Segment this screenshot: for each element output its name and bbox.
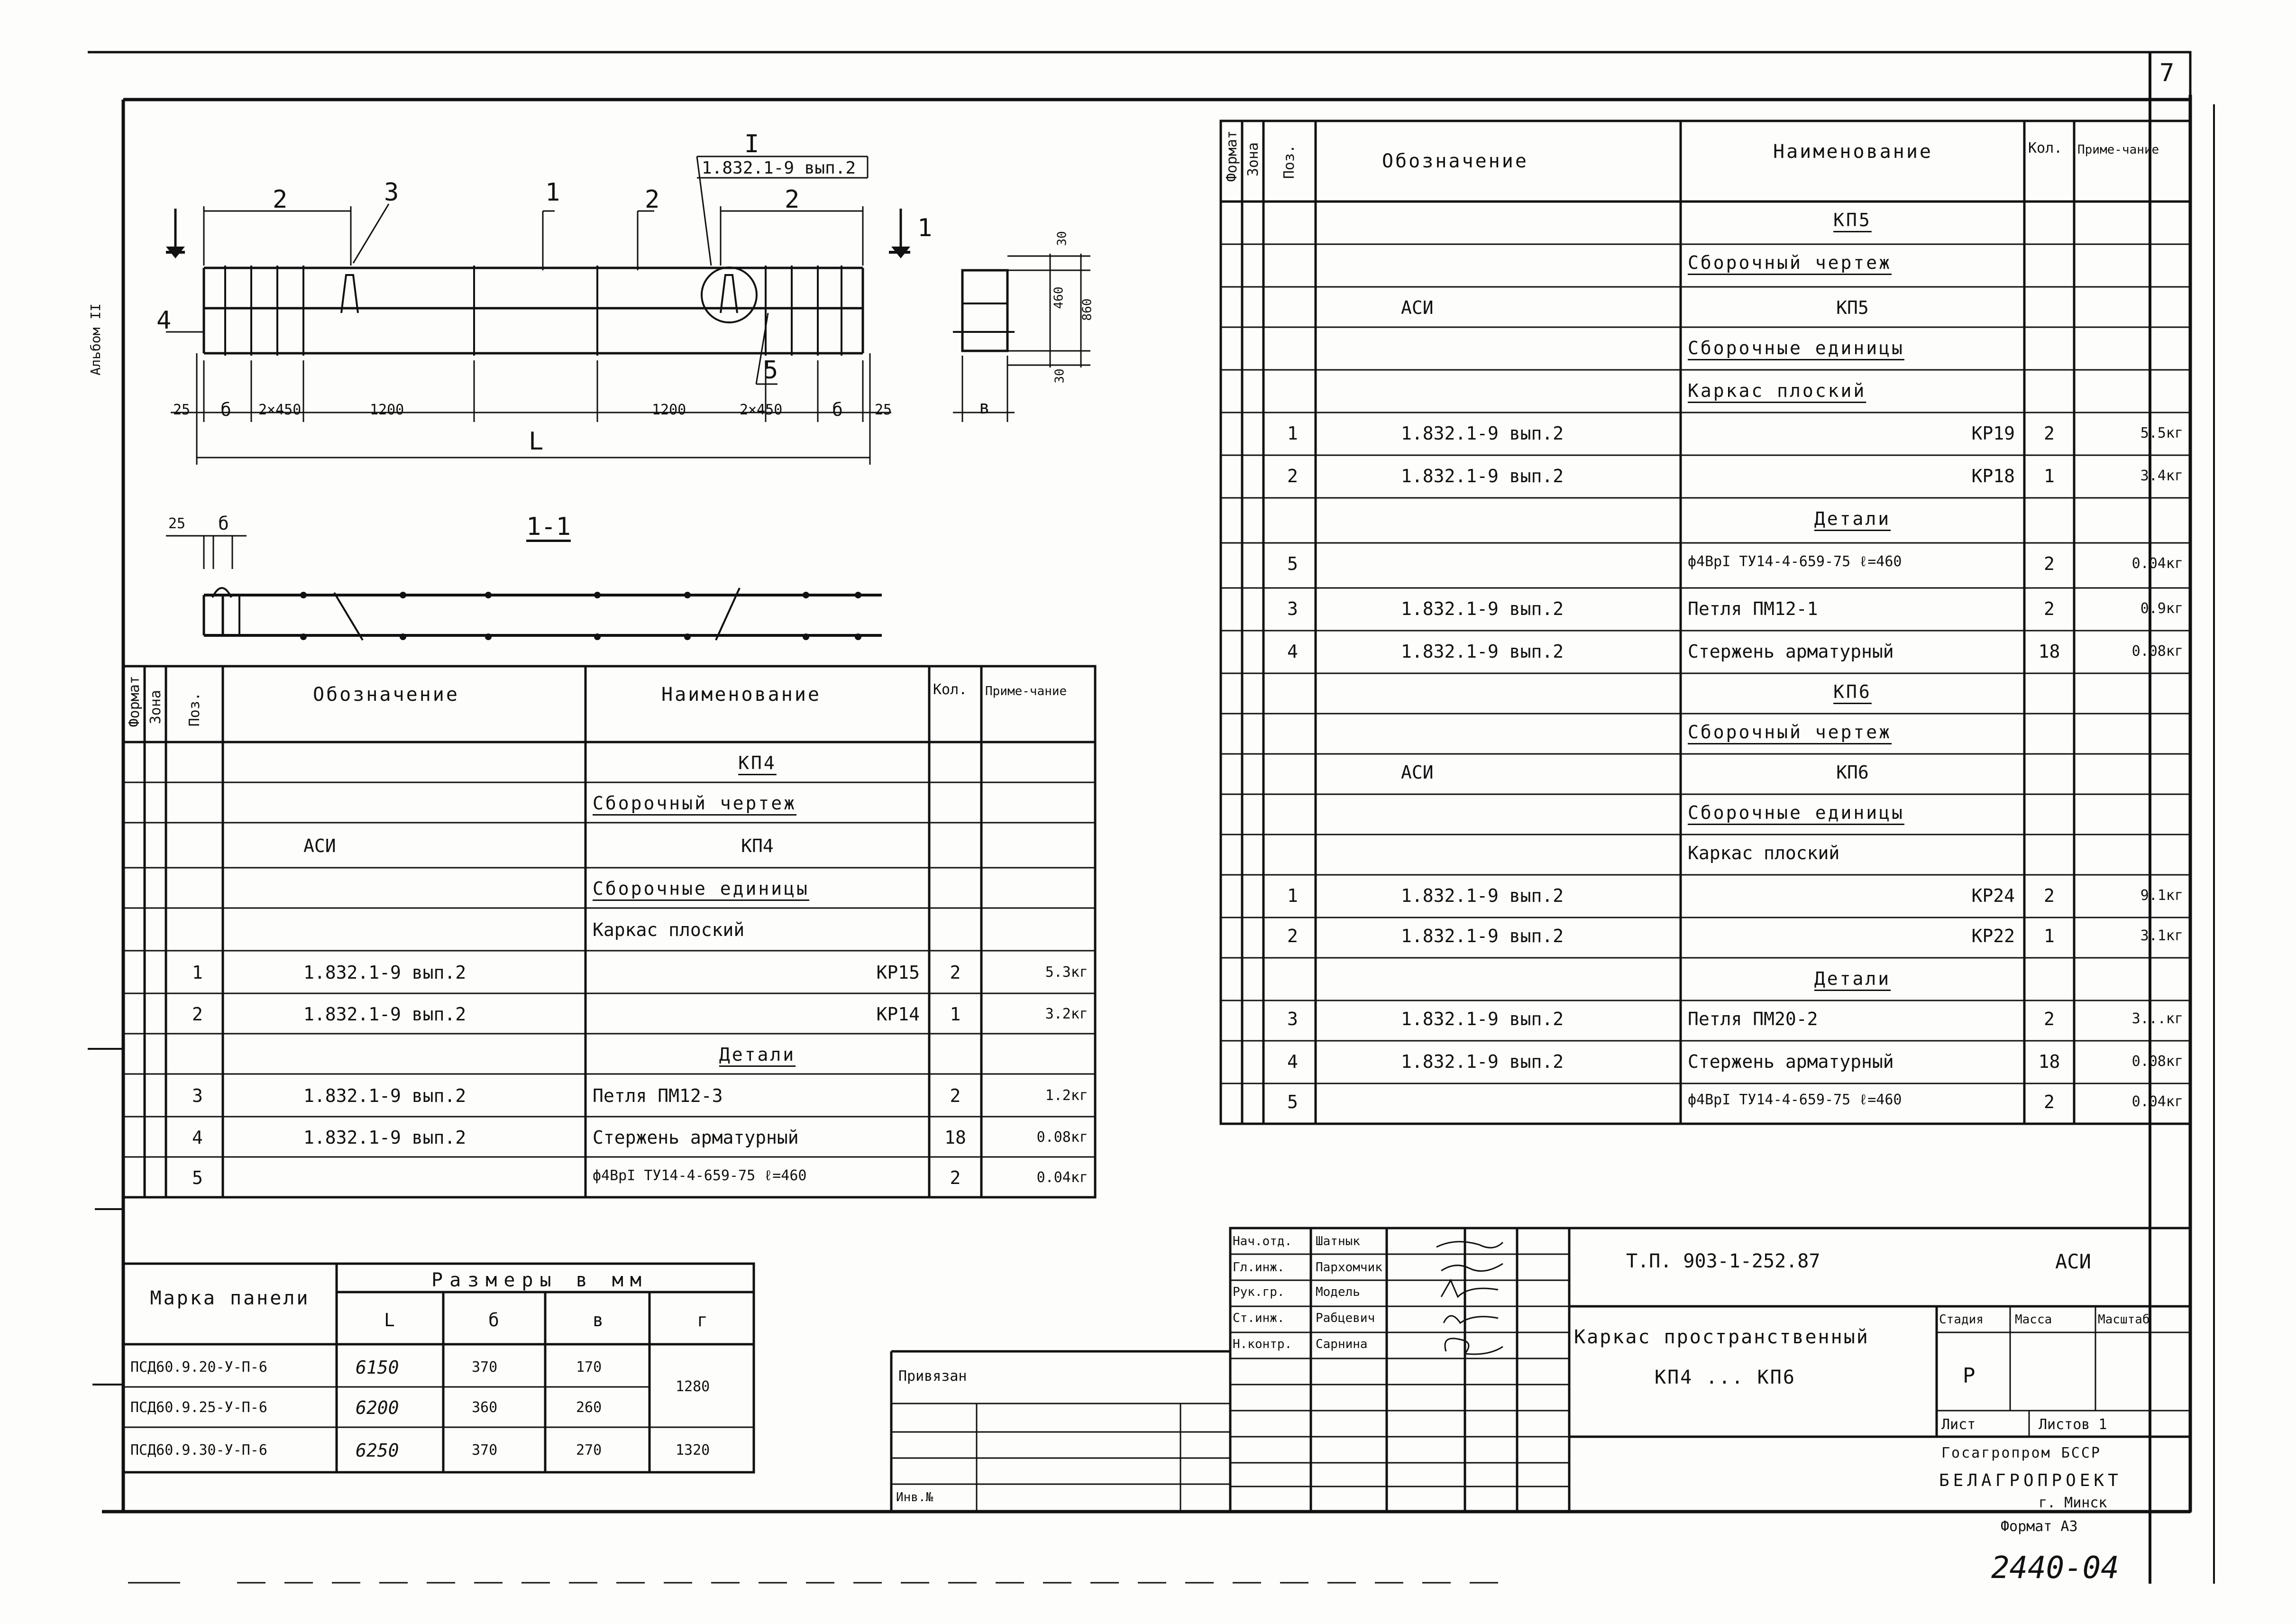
lt-header-qty: Кол. bbox=[933, 681, 968, 698]
lt-header-designation: Обозначение bbox=[313, 684, 459, 706]
rt-row-name: Сборочный чертеж bbox=[1688, 722, 1892, 743]
marks-sub-b: б bbox=[488, 1310, 499, 1330]
side-dim-30-bottom: 30 bbox=[1052, 368, 1067, 384]
stage-value: Р bbox=[1963, 1364, 1976, 1388]
side-dim-v: в bbox=[979, 397, 990, 418]
marks-row-b: 370 bbox=[472, 1359, 498, 1376]
marks-row-mark: ПСД60.9.25-У-П-6 bbox=[130, 1399, 267, 1416]
lt-row-designation: 1.832.1-9 вып.2 bbox=[303, 1085, 467, 1106]
rt-header-format: Формат bbox=[1224, 130, 1240, 182]
inv-label: Инв.№ bbox=[896, 1490, 933, 1505]
marks-header-sizes: Размеры в мм bbox=[431, 1269, 648, 1291]
rt-row-note: 3.1кг bbox=[2140, 927, 2183, 944]
side-dim-460: 460 bbox=[1052, 286, 1066, 309]
lt-row-qty: 18 bbox=[944, 1127, 966, 1148]
rt-row-pos: 5 bbox=[1287, 553, 1298, 574]
lt-header-pos: Поз. bbox=[186, 692, 203, 727]
rt-row-name: Каркас плоский bbox=[1688, 843, 1840, 863]
rt-row-name: Сборочные единицы bbox=[1688, 338, 1904, 358]
rt-row-note: 5.5кг bbox=[2140, 425, 2183, 441]
rt-row-qty: 2 bbox=[2044, 423, 2055, 444]
lt-row-qty: 2 bbox=[950, 962, 961, 983]
rt-row-name: Детали bbox=[1814, 508, 1891, 529]
dim-2x450-right: 2×450 bbox=[740, 402, 783, 418]
side-dim-860: 860 bbox=[1080, 298, 1095, 321]
marks-sub-L: L bbox=[384, 1310, 395, 1330]
rt-row-pos: 4 bbox=[1287, 641, 1298, 662]
sheet-number: 7 bbox=[2159, 59, 2175, 87]
org-line-2: БЕЛАГРОПРОЕКТ bbox=[1939, 1471, 2122, 1490]
callout-ref: 1.832.1-9 вып.2 bbox=[702, 158, 856, 178]
format-label: Формат А3 bbox=[2001, 1518, 2078, 1535]
section-dim-25: 25 bbox=[168, 515, 186, 532]
title-line-1: Каркас пространственный bbox=[1574, 1326, 1869, 1348]
dim-2-right: 2 bbox=[785, 185, 800, 214]
rt-row-name: КП6 bbox=[1836, 762, 1869, 783]
inventory-stamp: 2440-04 bbox=[1991, 1551, 2119, 1586]
side-dim-30-top: 30 bbox=[1055, 231, 1070, 246]
rt-row-name: КР22 bbox=[1971, 926, 2015, 946]
rt-row-qty: 2 bbox=[2044, 553, 2055, 574]
org-line-3: г. Минск bbox=[2039, 1495, 2107, 1511]
leader-5: 5 bbox=[763, 356, 778, 385]
rt-row-name: КР24 bbox=[1971, 885, 2015, 906]
marks-row-mark: ПСД60.9.30-У-П-6 bbox=[130, 1442, 267, 1459]
rt-row-note: 3.4кг bbox=[2140, 468, 2183, 484]
rt-row-designation: 1.832.1-9 вып.2 bbox=[1401, 1051, 1564, 1072]
rt-row-name: Сборочные единицы bbox=[1688, 802, 1904, 823]
rt-row-name: КР18 bbox=[1971, 466, 2015, 486]
marks-row-v: 270 bbox=[576, 1442, 602, 1459]
rt-row-name: Петля ПМ20-2 bbox=[1688, 1009, 1818, 1029]
doc-code: Т.П. 903-1-252.87 bbox=[1626, 1250, 1820, 1272]
lt-row-note: 1.2кг bbox=[1045, 1087, 1088, 1104]
rt-row-name: Сборочный чертеж bbox=[1688, 252, 1892, 273]
rt-row-pos: 3 bbox=[1287, 598, 1298, 619]
mass-label: Масса bbox=[2015, 1312, 2052, 1327]
rt-row-qty: 2 bbox=[2044, 1009, 2055, 1029]
sheet-label: Лист bbox=[1941, 1416, 1976, 1433]
marks-row-v: 170 bbox=[576, 1359, 602, 1376]
rt-row-note: 0.9кг bbox=[2140, 600, 2183, 617]
scale-label: Масштаб bbox=[2098, 1312, 2150, 1327]
rt-row-name: Петля ПМ12-1 bbox=[1688, 598, 1818, 619]
rt-header-qty: Кол. bbox=[2028, 140, 2063, 156]
lt-row-pos: 4 bbox=[192, 1127, 203, 1148]
rt-row-note: 0.04кг bbox=[2131, 555, 2183, 572]
lt-row-note: 5.3кг bbox=[1045, 964, 1088, 981]
rt-row-name: ф4ВрI ТУ14-4-659-75 ℓ=460 bbox=[1688, 1092, 1902, 1108]
rt-row-name: Каркас плоский bbox=[1688, 380, 1866, 401]
rt-row-qty: 18 bbox=[2038, 641, 2060, 662]
rt-header-designation: Обозначение bbox=[1382, 150, 1528, 172]
rt-row-name: КП5 bbox=[1833, 210, 1872, 230]
rt-row-designation: 1.832.1-9 вып.2 bbox=[1401, 598, 1564, 619]
dim-2x450-left: 2×450 bbox=[258, 402, 302, 418]
dim-2-mid: 2 bbox=[645, 185, 660, 214]
rt-row-pos: 4 bbox=[1287, 1051, 1298, 1072]
rt-row-designation: 1.832.1-9 вып.2 bbox=[1401, 1009, 1564, 1029]
lt-row-name: КР14 bbox=[876, 1004, 920, 1025]
lt-row-pos: 3 bbox=[192, 1085, 203, 1106]
marks-row-L: 6250 bbox=[356, 1440, 399, 1461]
org-line-1: Госагропром БССР bbox=[1941, 1445, 2101, 1461]
rt-row-qty: 2 bbox=[2044, 1092, 2055, 1112]
rt-row-pos: 3 bbox=[1287, 1009, 1298, 1029]
section-title: 1-1 bbox=[526, 513, 571, 541]
marks-header-mark: Марка панели bbox=[150, 1287, 310, 1309]
rt-row-name: КП6 bbox=[1833, 681, 1872, 702]
dim-b-right: б bbox=[832, 399, 843, 420]
lt-row-qty: 1 bbox=[950, 1004, 961, 1025]
marks-row-g: 1320 bbox=[676, 1442, 710, 1459]
marks-row-L: 6150 bbox=[356, 1357, 399, 1378]
lt-row-designation: 1.832.1-9 вып.2 bbox=[303, 962, 467, 983]
callout-roman: I bbox=[744, 130, 759, 158]
marks-row-L: 6200 bbox=[356, 1397, 399, 1418]
lt-row-name: Каркас плоский bbox=[593, 919, 745, 940]
role-label: Гл.инж. bbox=[1233, 1260, 1285, 1275]
length-L: L bbox=[529, 427, 544, 456]
rt-row-name: ф4ВрI ТУ14-4-659-75 ℓ=460 bbox=[1688, 553, 1902, 570]
marks-row-b: 360 bbox=[472, 1399, 498, 1416]
doc-suffix: АСИ bbox=[2055, 1250, 2091, 1273]
rt-row-note: 9.1кг bbox=[2140, 887, 2183, 904]
lt-row-designation: 1.832.1-9 вып.2 bbox=[303, 1127, 467, 1148]
rt-header-name: Наименование bbox=[1773, 141, 1933, 163]
leader-3: 3 bbox=[384, 178, 399, 207]
rt-row-designation: 1.832.1-9 вып.2 bbox=[1401, 885, 1564, 906]
rt-row-qty: 18 bbox=[2038, 1051, 2060, 1072]
privyazan-label: Привязан bbox=[898, 1368, 967, 1385]
role-label: Ст.инж. bbox=[1233, 1311, 1285, 1325]
role-label: Рук.гр. bbox=[1233, 1285, 1285, 1299]
rt-row-qty: 1 bbox=[2044, 926, 2055, 946]
role-name: Модель bbox=[1316, 1285, 1360, 1299]
rt-row-designation: 1.832.1-9 вып.2 bbox=[1401, 423, 1564, 444]
dim-1200-right: 1200 bbox=[652, 402, 686, 418]
lt-row-note: 0.08кг bbox=[1036, 1129, 1088, 1146]
rt-row-note: 0.08кг bbox=[2131, 643, 2183, 660]
dim-25-left: 25 bbox=[173, 402, 191, 418]
role-name: Сарнина bbox=[1316, 1337, 1368, 1351]
lt-row-name: Сборочный чертеж bbox=[593, 793, 797, 814]
rt-header-pos: Поз. bbox=[1281, 145, 1298, 179]
dim-b-left: б bbox=[220, 399, 231, 420]
rt-row-pos: 1 bbox=[1287, 885, 1298, 906]
section-dim-b: б bbox=[218, 513, 229, 534]
title-line-2: КП4 ... КП6 bbox=[1655, 1367, 1796, 1388]
lt-row-designation: АСИ bbox=[303, 835, 336, 856]
rt-row-name: Детали bbox=[1814, 968, 1891, 989]
lt-row-pos: 1 bbox=[192, 962, 203, 983]
lt-row-designation: 1.832.1-9 вып.2 bbox=[303, 1004, 467, 1025]
sheets-label: Листов 1 bbox=[2039, 1416, 2107, 1433]
rt-row-designation: АСИ bbox=[1401, 297, 1434, 318]
rt-row-name: Стержень арматурный bbox=[1688, 1051, 1894, 1072]
marks-row-b: 370 bbox=[472, 1442, 498, 1459]
lt-row-name: КП4 bbox=[738, 752, 777, 773]
lt-row-name: Детали bbox=[719, 1044, 796, 1065]
rt-row-name: КП5 bbox=[1836, 297, 1869, 318]
leader-4: 4 bbox=[156, 306, 172, 335]
role-name: Пархомчик bbox=[1316, 1260, 1382, 1275]
lt-header-note: Приме-чание bbox=[985, 684, 1067, 698]
role-name: Шатнык bbox=[1316, 1234, 1360, 1248]
rt-row-designation: 1.832.1-9 вып.2 bbox=[1401, 466, 1564, 486]
rt-row-note: 0.08кг bbox=[2131, 1053, 2183, 1070]
dim-25-right: 25 bbox=[875, 402, 892, 418]
role-label: Нач.отд. bbox=[1233, 1234, 1292, 1248]
lt-row-qty: 2 bbox=[950, 1167, 961, 1188]
dim-2-left: 2 bbox=[273, 185, 288, 214]
marks-row-g: 1280 bbox=[676, 1378, 710, 1395]
role-label: Н.контр. bbox=[1233, 1337, 1292, 1351]
marks-sub-g: г bbox=[697, 1310, 708, 1330]
rt-row-qty: 2 bbox=[2044, 598, 2055, 619]
lt-row-name: Сборочные единицы bbox=[593, 878, 809, 899]
lt-row-name: КР15 bbox=[876, 962, 920, 983]
rt-row-pos: 5 bbox=[1287, 1092, 1298, 1112]
lt-row-qty: 2 bbox=[950, 1085, 961, 1106]
marks-row-v: 260 bbox=[576, 1399, 602, 1416]
rt-row-pos: 2 bbox=[1287, 926, 1298, 946]
marks-sub-v: в bbox=[593, 1310, 604, 1330]
lt-row-note: 3.2кг bbox=[1045, 1006, 1088, 1022]
leader-1: 1 bbox=[545, 178, 560, 207]
rt-header-zone: Зона bbox=[1245, 142, 1262, 177]
rt-row-qty: 1 bbox=[2044, 466, 2055, 486]
rt-row-note: 3...кг bbox=[2131, 1010, 2183, 1027]
rt-row-designation: 1.832.1-9 вып.2 bbox=[1401, 641, 1564, 662]
rt-row-pos: 1 bbox=[1287, 423, 1298, 444]
rt-row-name: КР19 bbox=[1971, 423, 2015, 444]
lt-row-note: 0.04кг bbox=[1036, 1169, 1088, 1186]
section-mark: 1 bbox=[917, 214, 933, 242]
role-name: Рабцевич bbox=[1316, 1311, 1375, 1325]
lt-row-name: ф4ВрI ТУ14-4-659-75 ℓ=460 bbox=[593, 1167, 807, 1184]
lt-header-name: Наименование bbox=[661, 684, 821, 706]
dim-1200-left: 1200 bbox=[370, 402, 404, 418]
lt-row-pos: 2 bbox=[192, 1004, 203, 1025]
stage-label: Стадия bbox=[1939, 1312, 1984, 1327]
rt-row-qty: 2 bbox=[2044, 885, 2055, 906]
rt-row-designation: 1.832.1-9 вып.2 bbox=[1401, 926, 1564, 946]
rt-row-pos: 2 bbox=[1287, 466, 1298, 486]
lt-header-format: Формат bbox=[126, 676, 143, 727]
lt-row-pos: 5 bbox=[192, 1167, 203, 1188]
rt-header-note: Приме-чание bbox=[2077, 143, 2159, 157]
lt-row-name: КП4 bbox=[741, 835, 774, 856]
album-margin-text: Альбом II bbox=[88, 303, 103, 376]
lt-row-name: Стержень арматурный bbox=[593, 1127, 799, 1148]
rt-row-note: 0.04кг bbox=[2131, 1093, 2183, 1110]
rt-row-designation: АСИ bbox=[1401, 762, 1434, 783]
lt-row-name: Петля ПМ12-3 bbox=[593, 1085, 723, 1106]
marks-row-mark: ПСД60.9.20-У-П-6 bbox=[130, 1359, 267, 1376]
lt-header-zone: Зона bbox=[147, 690, 164, 725]
rt-row-name: Стержень арматурный bbox=[1688, 641, 1894, 662]
